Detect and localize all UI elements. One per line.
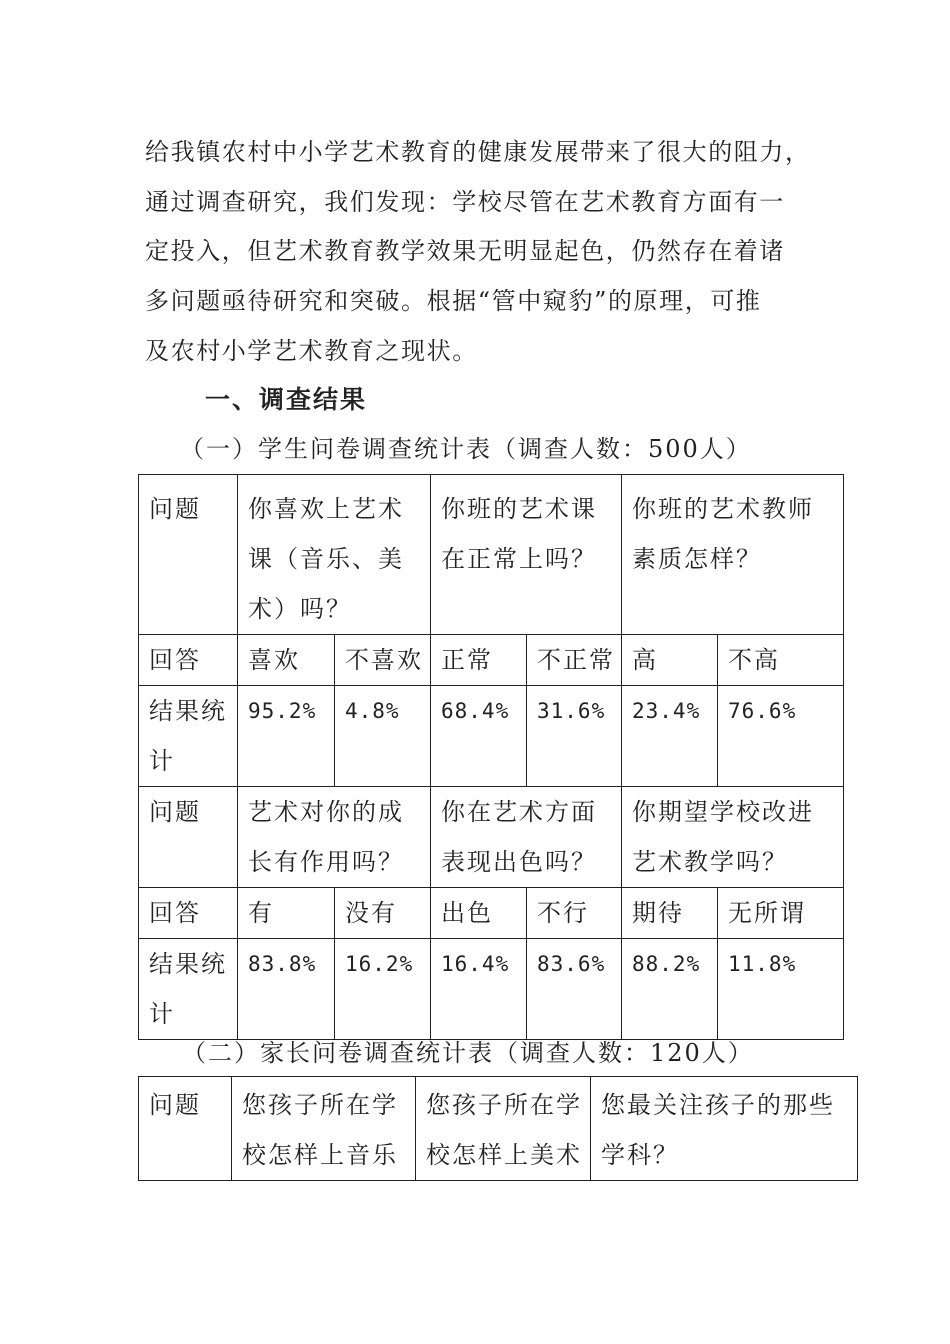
question-cell: 您孩子所在学 校怎样上美术 — [416, 1077, 591, 1181]
question-cell: 你班的艺术教师 素质怎样？ — [622, 475, 844, 635]
student-survey-table — [138, 474, 844, 1040]
result-cell: 76.6% — [718, 686, 844, 787]
row-label-question: 问题 — [139, 475, 238, 635]
result-cell: 83.8% — [238, 939, 335, 1040]
result-cell: 83.6% — [527, 939, 622, 1040]
question-cell: 艺术对你的成 长有作用吗？ — [238, 787, 431, 888]
result-cell: 95.2% — [238, 686, 335, 787]
paragraph-line: 多问题亟待研究和突破。根据“管中窥豹”的原理，可推 — [145, 287, 762, 315]
row-label-answer: 回答 — [139, 888, 238, 939]
answer-cell: 高 — [622, 635, 718, 686]
question-cell: 您孩子所在学 校怎样上音乐 — [232, 1077, 416, 1181]
paragraph-line: 通过调查研究，我们发现：学校尽管在艺术教育方面有一 — [145, 188, 785, 216]
table-row — [139, 1077, 858, 1181]
answer-cell: 有 — [238, 888, 335, 939]
row-label-result: 结果统 计 — [139, 686, 238, 787]
table-row — [139, 686, 844, 787]
result-cell: 23.4% — [622, 686, 718, 787]
result-cell: 4.8% — [335, 686, 431, 787]
student-table-caption: （一）学生问卷调查统计表（调查人数：500人） — [180, 435, 752, 463]
answer-cell: 无所谓 — [718, 888, 844, 939]
question-cell: 你在艺术方面 表现出色吗？ — [431, 787, 622, 888]
answer-cell: 不喜欢 — [335, 635, 431, 686]
result-cell: 31.6% — [527, 686, 622, 787]
parent-table-caption: （二）家长问卷调查统计表（调查人数：120人） — [182, 1039, 754, 1067]
table-row — [139, 635, 844, 686]
result-cell: 11.8% — [718, 939, 844, 1040]
question-cell: 您最关注孩子的那些 学科？ — [591, 1077, 858, 1181]
question-cell: 你班的艺术课 在正常上吗？ — [431, 475, 622, 635]
question-cell: 你喜欢上艺术 课（音乐、美 术）吗？ — [238, 475, 431, 635]
parent-survey-table — [138, 1076, 858, 1181]
answer-cell: 不行 — [527, 888, 622, 939]
answer-cell: 期待 — [622, 888, 718, 939]
result-cell: 88.2% — [622, 939, 718, 1040]
answer-cell: 出色 — [431, 888, 527, 939]
row-label-result: 结果统 计 — [139, 939, 238, 1040]
result-cell: 16.4% — [431, 939, 527, 1040]
section-heading: 一、调查结果 — [205, 385, 368, 414]
answer-cell: 正常 — [431, 635, 527, 686]
paragraph-line: 及农村小学艺术教育之现状。 — [145, 337, 478, 365]
answer-cell: 不正常 — [527, 635, 622, 686]
paragraph-line: 给我镇农村中小学艺术教育的健康发展带来了很大的阻力， — [145, 138, 811, 166]
row-label-answer: 回答 — [139, 635, 238, 686]
table-row — [139, 888, 844, 939]
answer-cell: 喜欢 — [238, 635, 335, 686]
row-label-question: 问题 — [139, 787, 238, 888]
table-row — [139, 787, 844, 888]
result-cell: 68.4% — [431, 686, 527, 787]
table-row — [139, 939, 844, 1040]
answer-cell: 不高 — [718, 635, 844, 686]
table-row — [139, 475, 844, 635]
result-cell: 16.2% — [335, 939, 431, 1040]
paragraph-line: 定投入，但艺术教育教学效果无明显起色，仍然存在着诸 — [145, 237, 785, 265]
row-label-question: 问题 — [139, 1077, 232, 1181]
answer-cell: 没有 — [335, 888, 431, 939]
question-cell: 你期望学校改进 艺术教学吗？ — [622, 787, 844, 888]
